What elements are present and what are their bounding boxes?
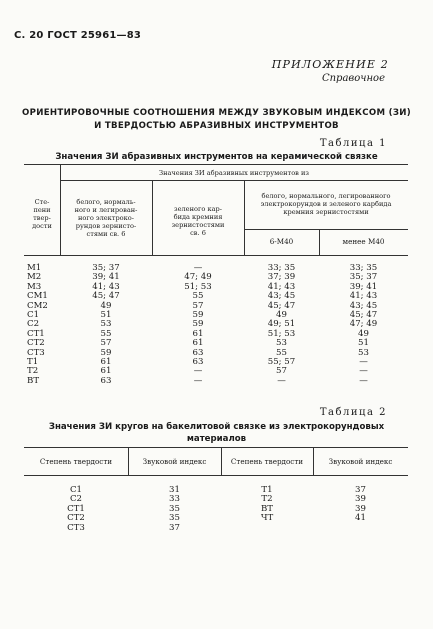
table1-col2-cell: — [193,263,203,273]
table1-col3-cell: — [277,375,286,386]
table1-col4-cell: — [359,366,368,377]
appendix-kind: Справочное [321,73,385,84]
table1-col4-cell: 51 [358,338,369,349]
table1-col4-cell: 43; 45 [349,300,378,311]
table2-head-degree-b: Степень твердости [230,457,304,466]
appendix-label: ПРИЛОЖЕНИЕ 2 [271,58,389,71]
table1-col4-cell: — [359,357,368,368]
table1-number: Таблица 1 [319,138,387,149]
table1-degree-cell: СМ2 [27,300,48,311]
table1-degree-cell: ВТ [27,375,40,386]
table1-col1-cell: 61 [100,366,112,377]
table1-col2-cell: 59 [192,319,204,330]
table1-head-rule [24,255,408,256]
table1-degree-cell: С1 [27,310,40,321]
table2-top-rule [24,447,408,448]
table1-col4-cell: 41; 43 [349,291,378,302]
table1-col2-cell: 61 [192,338,204,349]
table1-head-degree: Сте- пени твер- дости [32,198,52,230]
table1-col1-cell: 35; 37 [92,263,120,273]
table1-top-rule [24,164,408,165]
table2-degree-cell: Т2 [261,494,273,505]
table1-col1-cell: 61 [100,357,112,368]
table1-col1-cell: 49 [100,300,112,311]
table1-col1-cell: 57 [100,338,112,349]
table2-left-index [128,486,221,533]
table2-index-cell: 35 [169,503,180,514]
table1-degree-cell: С2 [27,319,40,330]
table1-col4-values [319,264,408,386]
table2-index-cell: 39 [355,503,366,514]
table1-col3-cell: 33; 35 [267,263,296,273]
table1-col2-cell: 61 [192,328,204,339]
table1-col4-cell: 35; 37 [349,272,378,283]
table2-degree-cell: С1 [69,485,83,495]
table1-subgroup-rule [244,229,408,230]
table2-index-cell: 35 [169,513,180,524]
table1-col4-cell: 47; 49 [349,319,378,330]
table2-index-cell: 41 [355,513,366,524]
table2-left-degrees [24,486,128,533]
table1-col1-cell: 59 [100,347,112,358]
table1-head-col4: менее М40 [342,237,385,246]
table2-index-cell: 37 [355,485,366,495]
table1-head-col3: 6-М40 [269,237,294,246]
table1-col3-cell: 51; 53 [267,328,296,339]
table1-degree-cell: СТ1 [27,328,45,339]
table1-col4-cell: — [359,375,368,386]
table1-degree-cell: М3 [27,281,42,292]
table2-head-index-a: Звуковой индекс [142,457,207,466]
table2-index-cell: 31 [169,485,180,495]
table1-col1-cell: 55 [100,328,112,339]
table1-col1-values [60,264,152,386]
table2-right-degrees [221,486,313,524]
table1-col2-cell: 63 [192,357,204,368]
table2-head-degree-a: Степень твердости [39,457,113,466]
table1-degree-cell: СМ1 [27,291,48,302]
table2-index-cell: 37 [169,522,180,533]
table1-col2-cell: — [193,366,203,377]
table1-degree-cell: Т2 [27,366,39,377]
table1-col3-values [244,264,319,386]
table2-index-cell: 39 [355,494,366,505]
page-header: С. 20 ГОСТ 25961—83 [14,30,142,41]
table1-col3-cell: 55; 57 [267,357,296,368]
table1-degree-cell: Т1 [27,357,39,368]
table1-caption: Значения ЗИ абразивных инструментов на керамической связке [55,152,378,162]
table2-degree-cell: ЧТ [260,513,274,524]
table1-col1-cell: 41; 43 [92,281,120,292]
table1-col2-cell: 51; 53 [184,281,212,292]
table1-col3-cell: 49; 51 [267,319,296,330]
table1-col2-cell: 59 [192,310,204,321]
table1-col4-cell: 49 [358,328,369,339]
table1-col2-cell: 63 [192,347,204,358]
table2-right-index [313,486,408,524]
table1-col3-cell: 43; 45 [267,291,296,302]
table1-col1-cell: 51 [100,310,112,321]
table1-head-col34: белого, нормального, легированного электрокорундов и зеленого карбида кремния зернистостями [260,192,392,216]
document-title-line-1: ОРИЕНТИРОВОЧНЫЕ СООТНОШЕНИЯ МЕЖДУ ЗВУКОВЫМ ИНДЕКСОМ (ЗИ) [22,108,411,118]
table1-col2-cell: 57 [192,300,204,311]
table1-col2-cell: 55 [192,291,204,302]
table2-degree-cell: СТ2 [67,513,85,524]
table2-index-cell: 33 [169,494,180,505]
table2-head-index-b: Звуковой индекс [328,457,393,466]
table1-head-col1: белого, нормаль- ного и легирован- ного электроко- рундов зернисто- стями св. 6 [74,198,138,238]
table1-col4-cell: 45; 47 [349,310,378,321]
table1-degree-cell: СТ2 [27,338,45,349]
table1-col1-cell: 53 [100,319,112,330]
table1-col3-cell: 49 [276,310,287,321]
table2-caption-line-1: Значения ЗИ кругов на бакелитовой связке из электрокорундовых [48,422,385,432]
table1-degree-cell: СТ3 [27,347,45,358]
table2-degree-cell: Т1 [261,485,273,495]
table2-degree-cell: ВТ [260,503,274,514]
table1-col3-cell: 45; 47 [267,300,296,311]
table1-col3-cell: 37; 39 [267,272,296,283]
table1-group-rule [60,180,408,181]
table1-col1-cell: 39; 41 [92,272,120,283]
table1-col3-cell: 55 [276,347,287,358]
table1-col4-cell: 33; 35 [349,263,378,273]
table1-col1-cell: 63 [100,375,112,386]
table1-head-col2: зеленого кар- бида кремния зернистостями св. 6 [171,205,225,237]
table2-caption-line-2: материалов [186,434,247,444]
table1-degree-cell: М1 [27,263,42,273]
table1-col4-cell: 39; 41 [349,281,378,292]
table2-degree-cell: С2 [69,494,83,505]
table1-col3-cell: 57 [276,366,287,377]
table1-col2-values [152,264,244,386]
table1-col4-cell: 53 [358,347,369,358]
table1-col3-cell: 41; 43 [267,281,296,292]
table2-head-rule [24,475,408,476]
table1-col2-cell: — [193,375,203,386]
table2-degree-cell: СТ1 [67,503,85,514]
table2-degree-cell: СТ3 [67,522,85,533]
table1-col1-cell: 45; 47 [92,291,120,302]
table2-number: Таблица 2 [319,407,387,418]
table1-col2-cell: 47; 49 [184,272,212,283]
table1-col3-cell: 53 [276,338,287,349]
document-title-line-2: И ТВЕРДОСТЬЮ АБРАЗИВНЫХ ИНСТРУМЕНТОВ [94,121,339,131]
table1-degree-column [27,264,48,386]
table1-head-group: Значения ЗИ абразивных инструментов из [159,169,309,177]
table1-degree-cell: М2 [27,272,42,283]
